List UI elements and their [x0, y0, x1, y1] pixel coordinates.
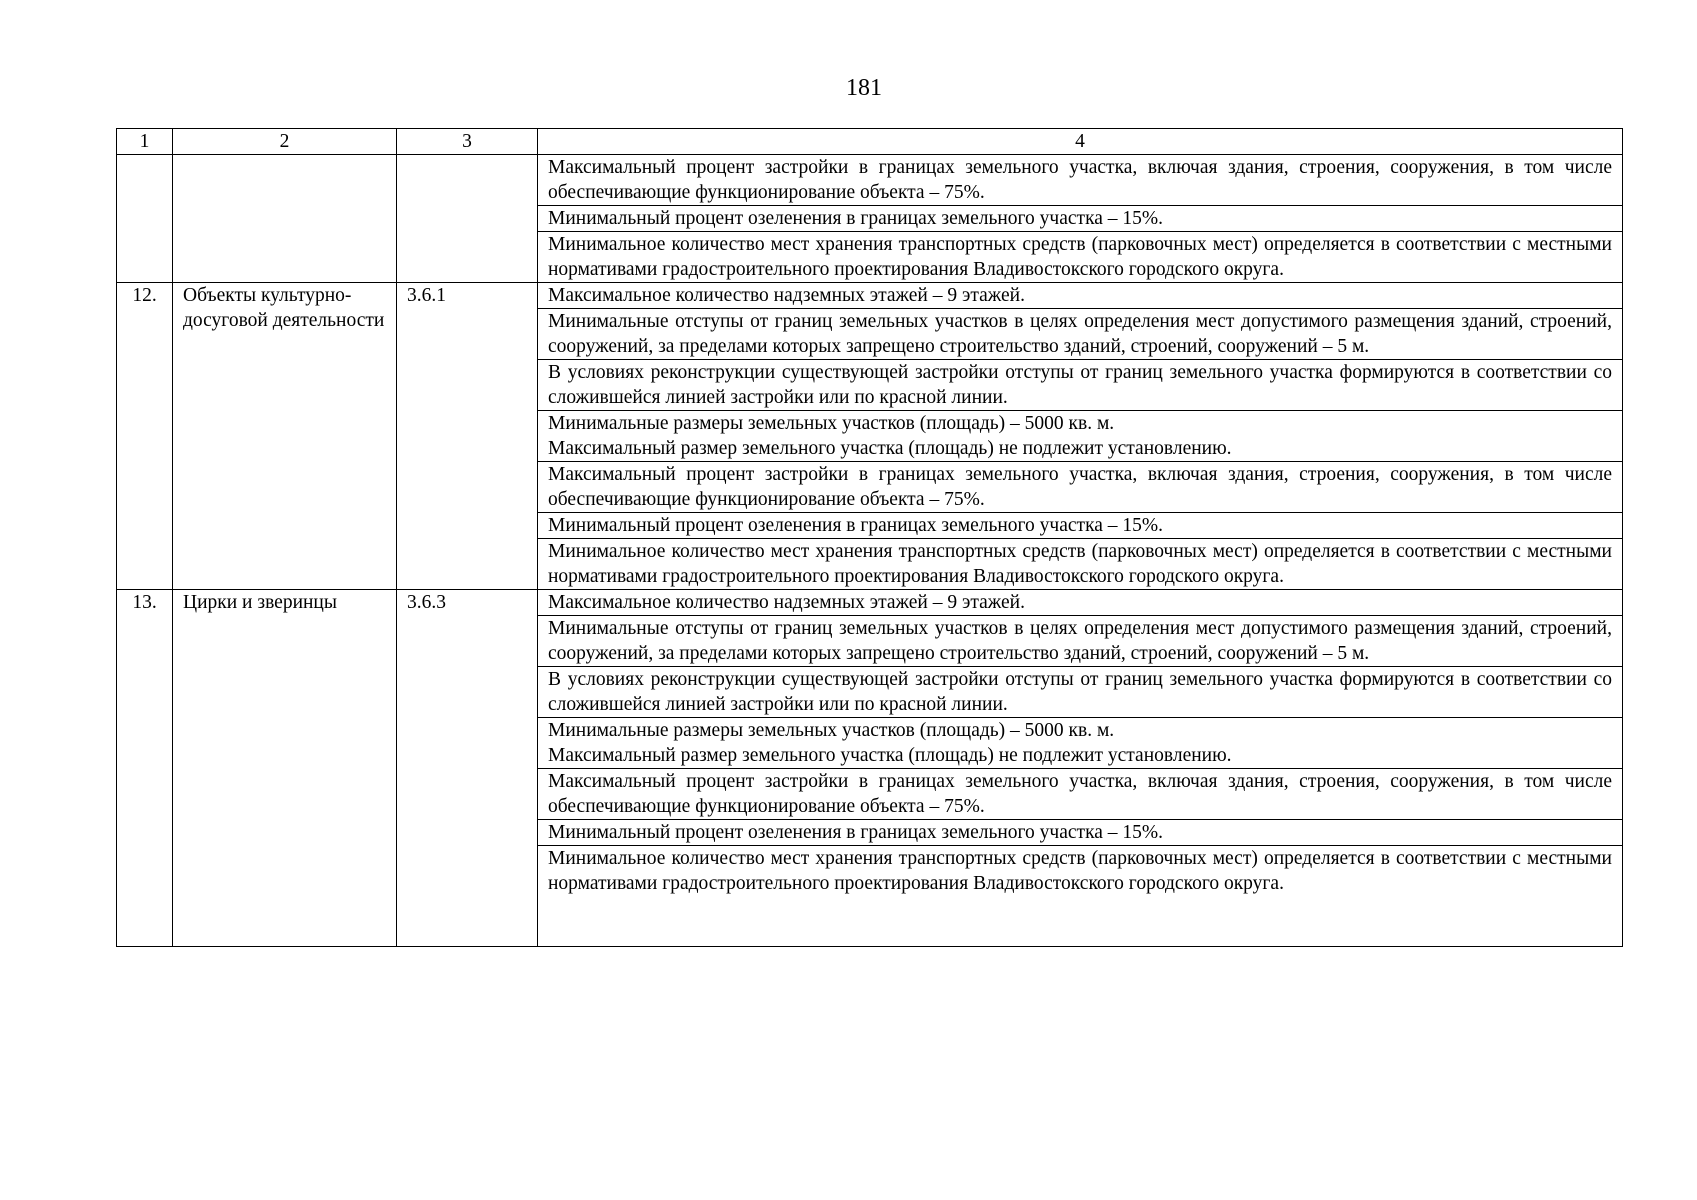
parameter-cell: Максимальное количество надземных этажей – 9 этажей.: [538, 283, 1623, 309]
parameter-cell: Минимальный процент озеленения в границах земельного участка – 15%.: [538, 820, 1623, 846]
header-col-2: 2: [173, 129, 397, 155]
header-col-4: 4: [538, 129, 1623, 155]
object-name-cell: Объекты культурно-досуговой деятельности: [173, 283, 397, 590]
parameter-cell: [538, 411, 1623, 462]
parameter-cell: Максимальный процент застройки в границах земельного участка, включая здания, строения, сооружения, в том числе обеспечивающие функционирование объекта – 75%.: [538, 769, 1623, 820]
object-name-cell: Цирки и зверинцы: [173, 590, 397, 947]
code-cell: 3.6.1: [397, 283, 538, 590]
parameter-cell: [538, 718, 1623, 769]
code-cell: [397, 155, 538, 283]
regulations-table: [116, 128, 1623, 947]
table-row: [117, 283, 1623, 309]
parameter-cell: Минимальные отступы от границ земельных участков в целях определения мест допустимого размещения зданий, строений, сооружений, за пределами которых запрещено строительство зданий, строений, сооружений – 5 м.: [538, 309, 1623, 360]
table-header-row: [117, 129, 1623, 155]
parameter-line: Максимальный размер земельного участка (площадь) не подлежит установлению.: [548, 438, 1232, 459]
header-col-3: 3: [397, 129, 538, 155]
header-col-1: 1: [117, 129, 173, 155]
parameter-line: Минимальные размеры земельных участков (площадь) – 5000 кв. м.: [548, 720, 1115, 741]
parameter-cell: Минимальные отступы от границ земельных участков в целях определения мест допустимого размещения зданий, строений, сооружений, за пределами которых запрещено строительство зданий, строений, сооружений – 5 м.: [538, 616, 1623, 667]
parameter-cell: В условиях реконструкции существующей застройки отступы от границ земельного участка формируются в соответствии со сложившейся линией застройки или по красной линии.: [538, 360, 1623, 411]
parameter-cell: Минимальное количество мест хранения транспортных средств (парковочных мест) определяется в соответствии с местными нормативами градостроительного проектирования Владивостокского городского округа.: [538, 846, 1623, 947]
parameter-line: Минимальные размеры земельных участков (площадь) – 5000 кв. м.: [548, 413, 1115, 434]
parameter-cell: Максимальный процент застройки в границах земельного участка, включая здания, строения, сооружения, в том числе обеспечивающие функционирование объекта – 75%.: [538, 155, 1623, 206]
row-number-cell: 12.: [117, 283, 173, 590]
parameter-cell: Максимальное количество надземных этажей – 9 этажей.: [538, 590, 1623, 616]
parameter-cell: В условиях реконструкции существующей застройки отступы от границ земельного участка формируются в соответствии со сложившейся линией застройки или по красной линии.: [538, 667, 1623, 718]
table-row: [117, 155, 1623, 206]
parameter-cell: Максимальный процент застройки в границах земельного участка, включая здания, строения, сооружения, в том числе обеспечивающие функционирование объекта – 75%.: [538, 462, 1623, 513]
parameter-cell: Минимальный процент озеленения в границах земельного участка – 15%.: [538, 513, 1623, 539]
page-number: 181: [846, 75, 882, 101]
code-cell: 3.6.3: [397, 590, 538, 947]
parameter-cell: Минимальный процент озеленения в границах земельного участка – 15%.: [538, 206, 1623, 232]
object-name-cell: [173, 155, 397, 283]
parameter-cell: Минимальное количество мест хранения транспортных средств (парковочных мест) определяется в соответствии с местными нормативами градостроительного проектирования Владивостокского городского округа.: [538, 232, 1623, 283]
parameter-line: Максимальный размер земельного участка (площадь) не подлежит установлению.: [548, 745, 1232, 766]
row-number-cell: 13.: [117, 590, 173, 947]
row-number-cell: [117, 155, 173, 283]
parameter-cell: Минимальное количество мест хранения транспортных средств (парковочных мест) определяется в соответствии с местными нормативами градостроительного проектирования Владивостокского городского округа.: [538, 539, 1623, 590]
table-row: [117, 590, 1623, 616]
